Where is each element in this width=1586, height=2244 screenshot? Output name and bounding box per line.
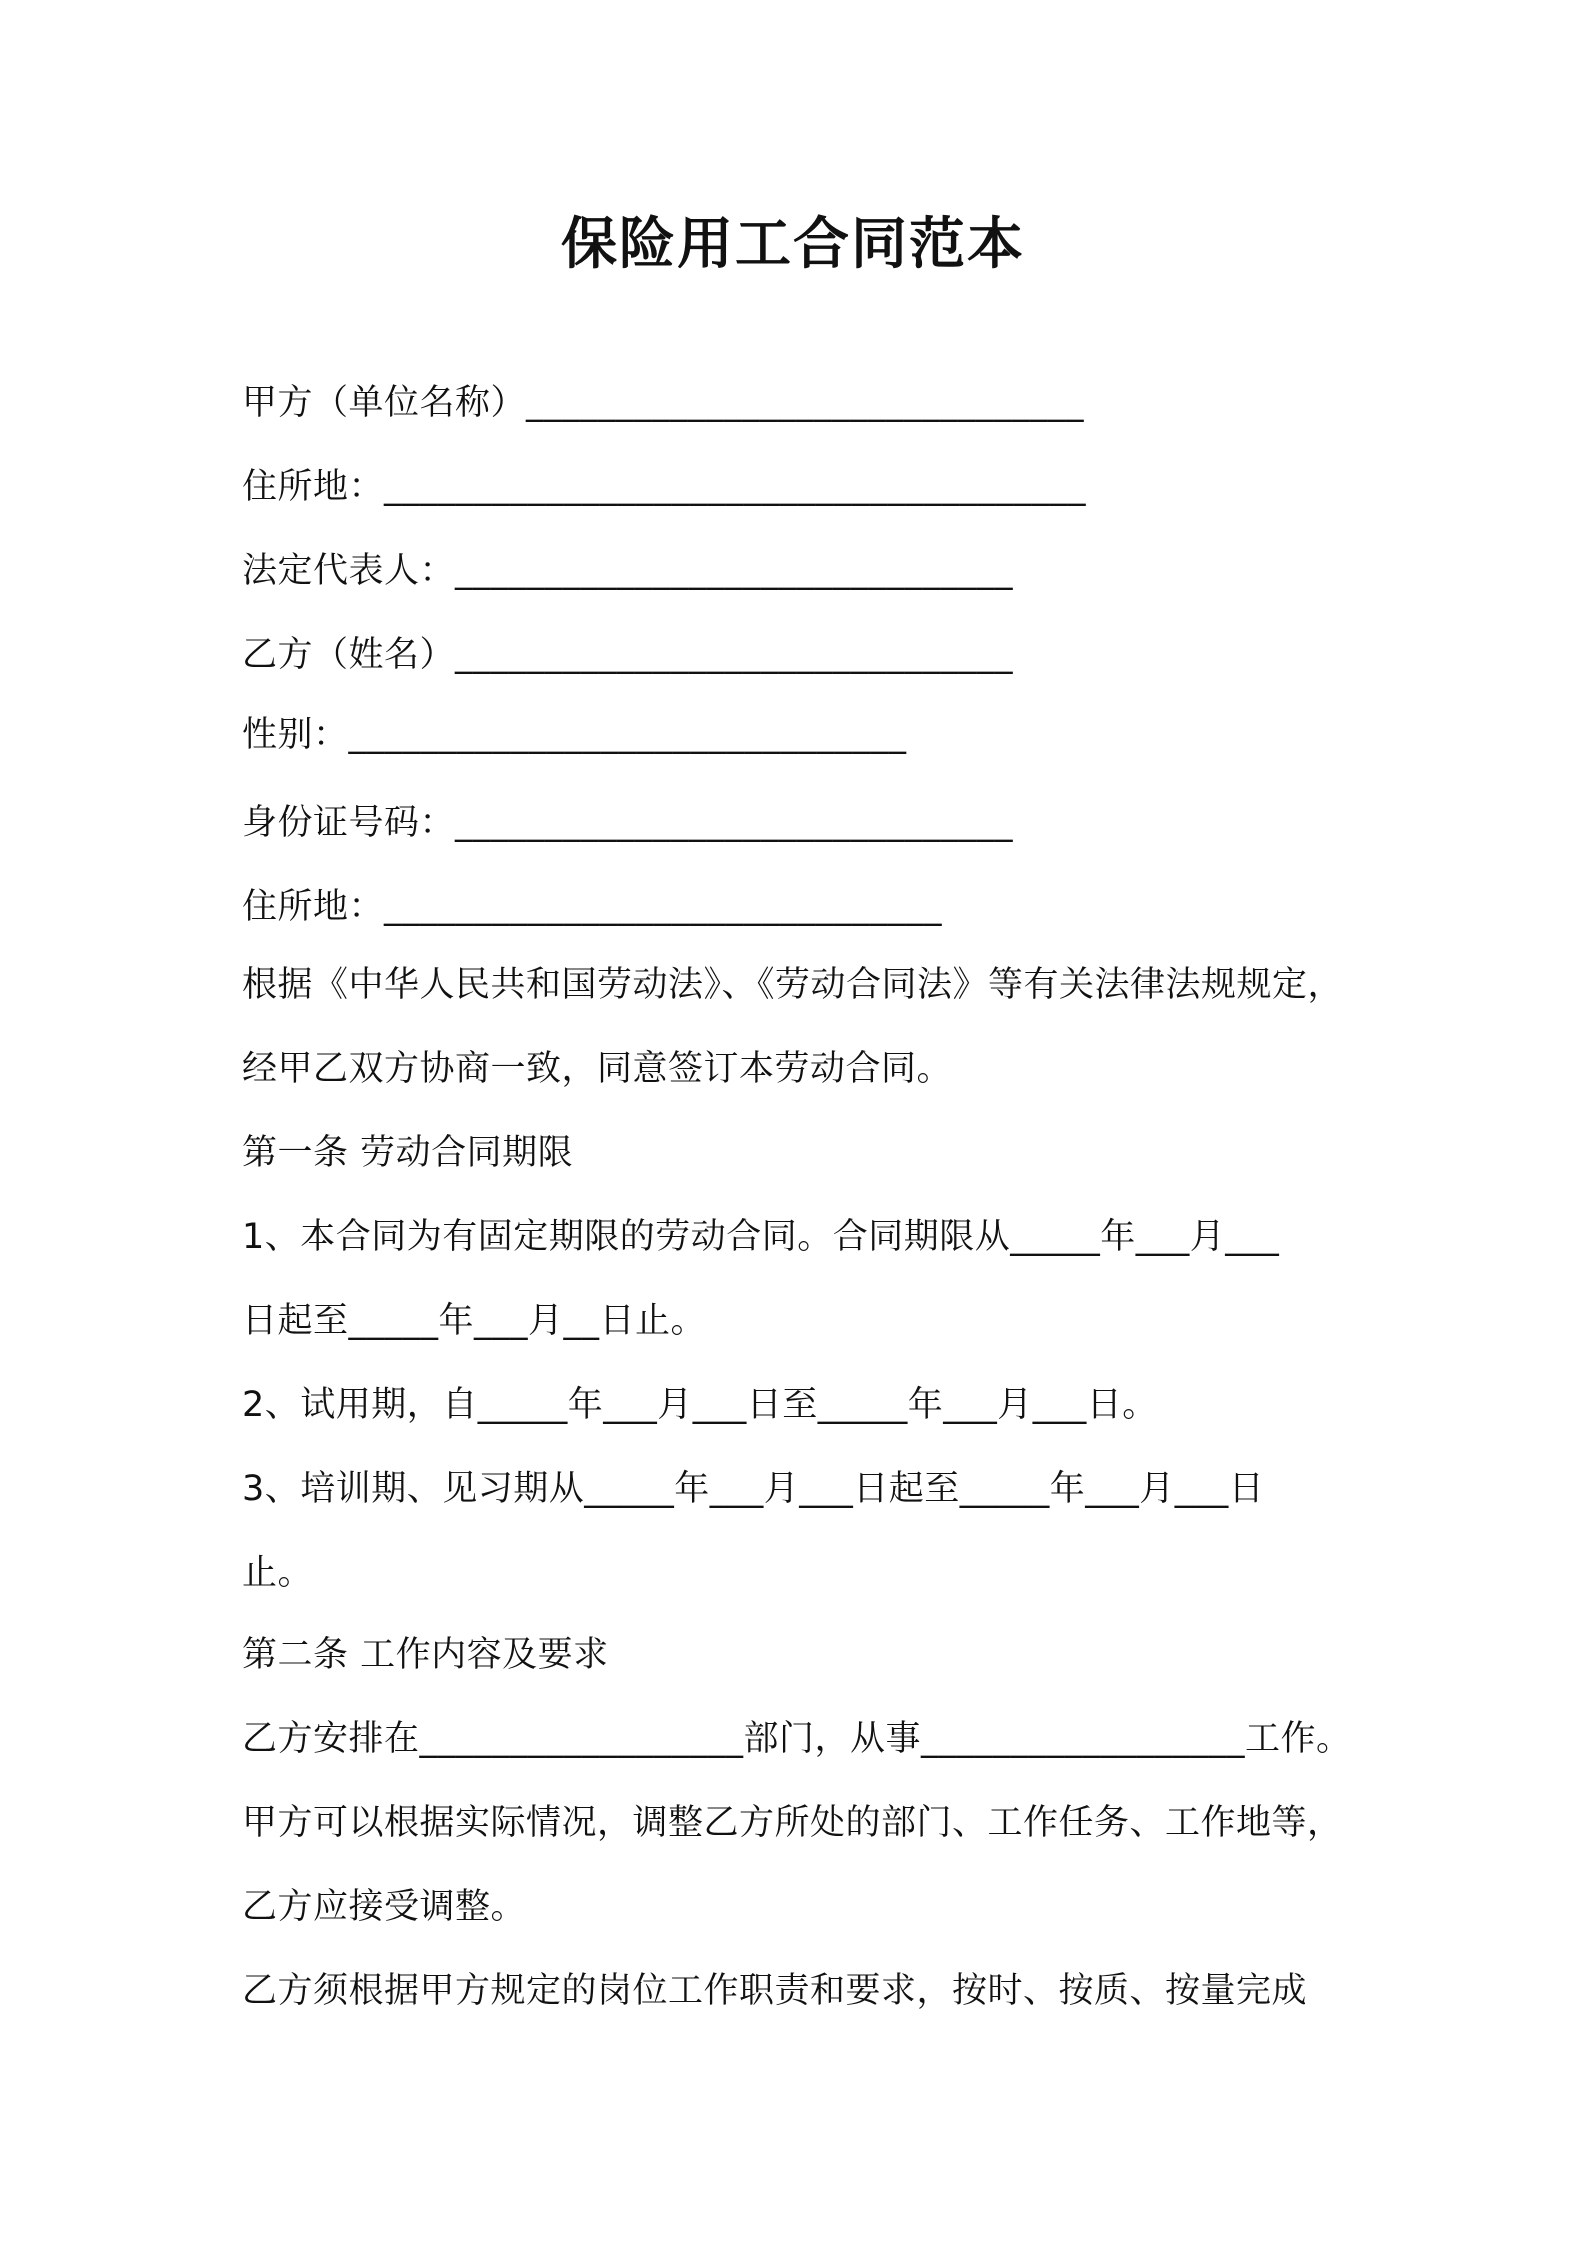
article-1-heading: 第一条 劳动合同期限 — [242, 1133, 574, 1173]
document-title: 保险用工合同范本 — [561, 212, 1025, 277]
article-1-clause-1-line-2: 日起至_____年___月__日止。 — [242, 1301, 707, 1341]
party-b-name-line: 乙方（姓名）_______________________________ — [242, 635, 1014, 675]
preamble-line-1: 根据《中华人民共和国劳动法》、《劳动合同法》等有关法律法规规定， — [242, 965, 1344, 1005]
preamble-line-2: 经甲乙双方协商一致，同意签订本劳动合同。 — [242, 1049, 953, 1089]
article-2-line-4: 乙方须根据甲方规定的岗位工作职责和要求，按时、按质、按量完成 — [242, 1971, 1308, 2011]
article-1-clause-2: 2、试用期，自_____年___月___日至_____年___月___日。 — [242, 1385, 1158, 1425]
article-1-clause-1-line-1: 1、本合同为有固定期限的劳动合同。合同期限从_____年___月___ — [242, 1217, 1280, 1257]
party-a-address-line: 住所地：_______________________________________ — [242, 467, 1087, 507]
legal-representative-line: 法定代表人：_______________________________ — [242, 551, 1014, 591]
article-1-clause-3-line-1: 3、培训期、见习期从_____年___月___日起至_____年___月___日 — [242, 1469, 1265, 1509]
article-1-clause-3-line-2: 止。 — [242, 1553, 314, 1593]
article-2-line-1: 乙方安排在__________________部门，从事__________________工作。 — [242, 1719, 1352, 1759]
id-number-line: 身份证号码：_______________________________ — [242, 803, 1014, 843]
party-a-name-line: 甲方（单位名称）_______________________________ — [242, 383, 1085, 423]
gender-line: 性别：_______________________________ — [242, 715, 907, 755]
article-2-heading: 第二条 工作内容及要求 — [242, 1635, 609, 1675]
party-b-address-line: 住所地：_______________________________ — [242, 887, 943, 927]
article-2-line-2: 甲方可以根据实际情况，调整乙方所处的部门、工作任务、工作地等， — [242, 1803, 1343, 1843]
article-2-line-3: 乙方应接受调整。 — [242, 1887, 527, 1927]
